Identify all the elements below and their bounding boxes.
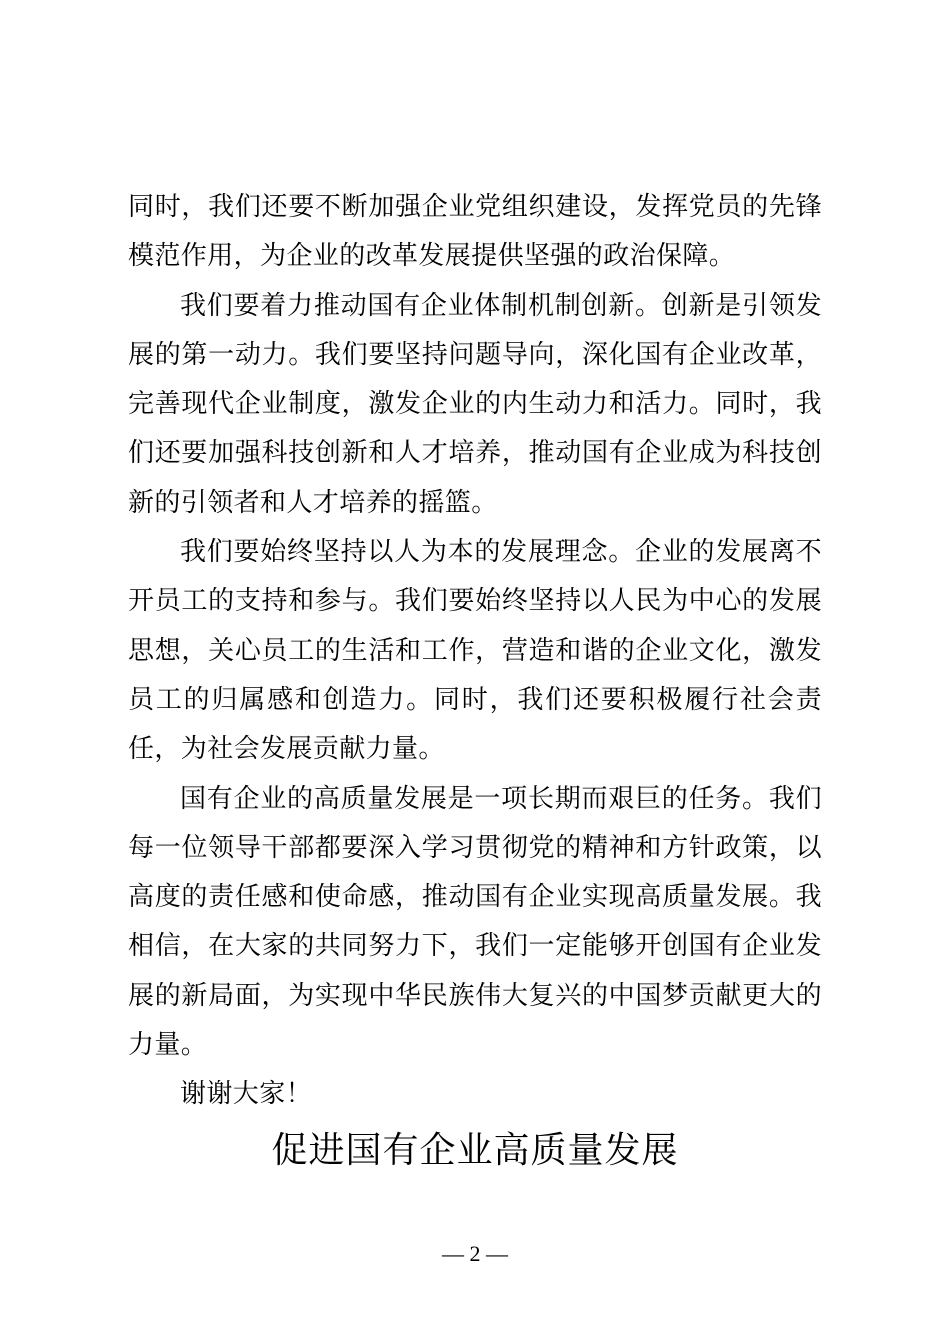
- paragraph-thanks: 谢谢大家！: [180, 1079, 313, 1110]
- body-text: [128, 183, 822, 1120]
- section-title: 促进国有企业高质量发展: [271, 1130, 679, 1171]
- paragraph-innovation: 我们要着力推动国有企业体制机制创新。创新是引领发展的第一动力。我们要坚持问题导向，深化国有企业改革，完善现代企业制度，激发企业的内生动力和活力。同时，我们还要加强科技创新和人才培养，推动国有企业成为科技创新的引领者和人才培养的摇篮。: [128, 290, 822, 518]
- paragraph-continued: 同时，我们还要不断加强企业党组织建设，发挥党员的先锋模范作用，为企业的改革发展提供坚强的政治保障。: [128, 192, 822, 272]
- page-number: — 2 —: [442, 1241, 508, 1266]
- paragraph-people-oriented: 我们要始终坚持以人为本的发展理念。企业的发展离不开员工的支持和参与。我们要始终坚持以人民为中心的发展思想，关心员工的生活和工作，营造和谐的企业文化，激发员工的归属感和创造力。同时，我们还要积极履行社会责任，为社会发展贡献力量。: [128, 537, 822, 765]
- paragraph-conclusion: 国有企业的高质量发展是一项长期而艰巨的任务。我们每一位领导干部都要深入学习贯彻党的精神和方针政策，以高度的责任感和使命感，推动国有企业实现高质量发展。我相信，在大家的共同努力下，我们一定能够开创国有企业发展的新局面，为实现中华民族伟大复兴的中国梦贡献更大的力量。: [128, 783, 822, 1061]
